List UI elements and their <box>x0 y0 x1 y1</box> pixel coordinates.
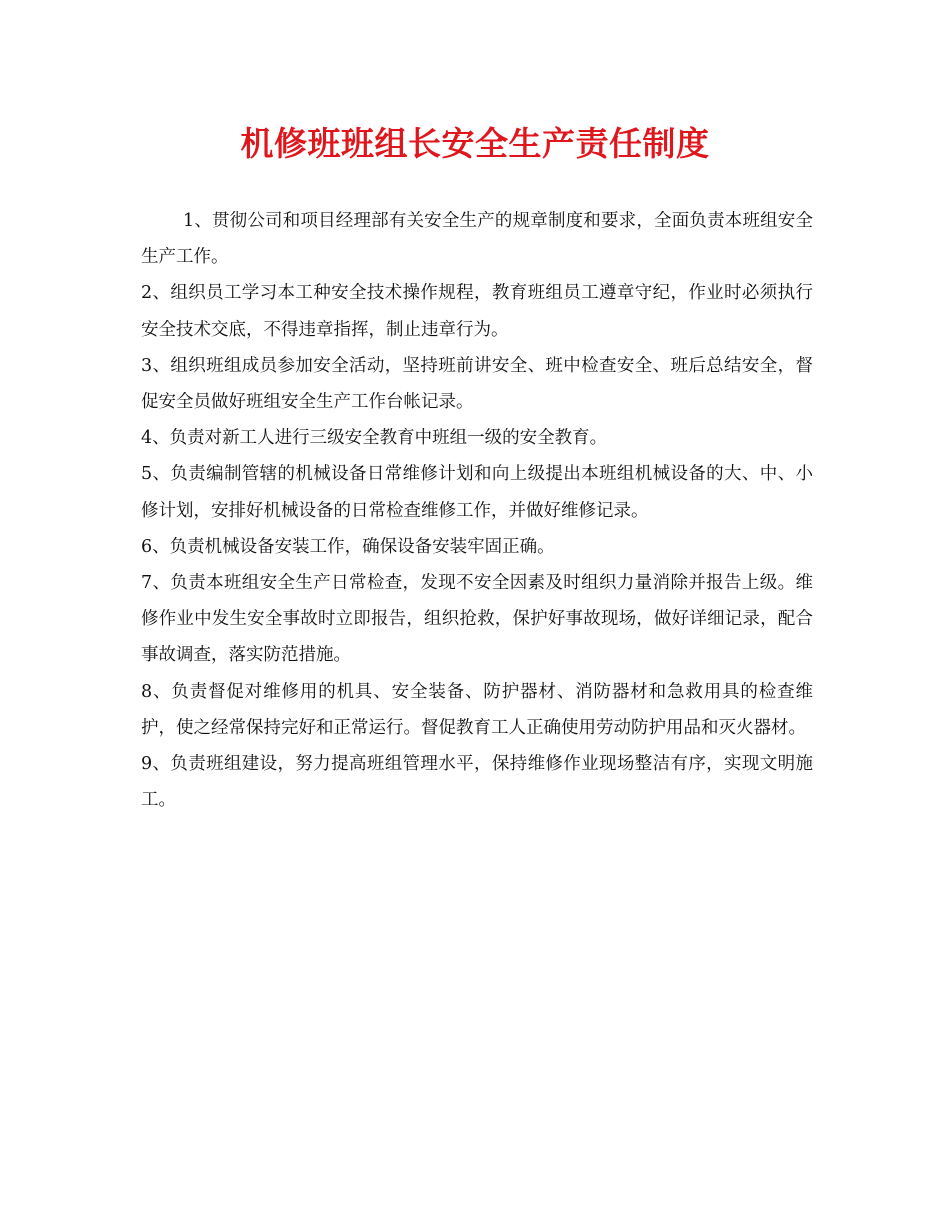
clause-6: 6、负责机械设备安装工作，确保设备安装牢固正确。 <box>141 536 555 557</box>
clause-2: 2、组织员工学习本工种安全技术操作规程，教育班组员工遵章守纪，作业时必须执行安全技术交底，不得违章指挥，制止违章行为。 <box>141 283 813 340</box>
document-title: 机修班班组长安全生产责任制度 <box>240 124 710 163</box>
clause-8: 8、负责督促对维修用的机具、安全装备、防护器材、消防器材和急救用具的检查维护，使之经常保持完好和正常运行。督促教育工人正确使用劳动防护用品和灭火器材。 <box>141 681 813 738</box>
clause-7: 7、负责本班组安全生产日常检查，发现不安全因素及时组织力量消除并报告上级。维修作业中发生安全事故时立即报告，组织抢救，保护好事故现场，做好详细记录，配合事故调查，落实防范措施。 <box>141 573 813 666</box>
clause-1: 1、贯彻公司和项目经理部有关安全生产的规章制度和要求，全面负责本班组安全生产工作。 <box>141 211 813 268</box>
document-body <box>141 203 813 818</box>
clause-3: 3、组织班组成员参加安全活动，坚持班前讲安全、班中检查安全、班后总结安全，督促安全员做好班组安全生产工作台帐记录。 <box>141 355 813 413</box>
clause-4: 4、负责对新工人进行三级安全教育中班组一级的安全教育。 <box>141 428 608 449</box>
clause-9: 9、负责班组建设，努力提高班组管理水平，保持维修作业现场整洁有序，实现文明施工。 <box>141 754 813 811</box>
clause-5: 5、负责编制管辖的机械设备日常维修计划和向上级提出本班组机械设备的大、中、小修计划，安排好机械设备的日常检查维修工作，并做好维修记录。 <box>141 464 813 521</box>
